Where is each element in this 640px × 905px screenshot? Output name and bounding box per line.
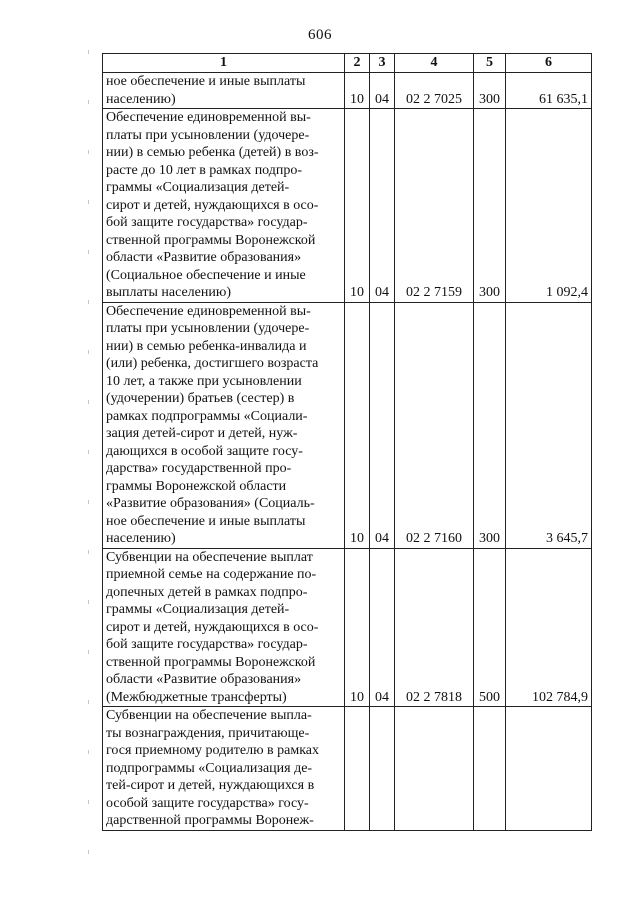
target-article-code: 02 2 7160 — [395, 302, 474, 548]
subsection-code: 04 — [370, 548, 395, 707]
section-code: 10 — [345, 548, 370, 707]
amount-value — [506, 707, 592, 831]
table-row — [103, 707, 592, 831]
amount-value: 3 645,7 — [506, 302, 592, 548]
amount-value: 102 784,9 — [506, 548, 592, 707]
section-code: 10 — [345, 109, 370, 303]
page-number: 606 — [308, 27, 332, 43]
row-description: Субвенции на обеспечение выплат приемной семье на содержание по- допечных детей в рамках подпро- граммы «Социализация детей- сирот и детей, нуждающихся в осо- бой защите государства» государ- ственной программы Воронежской области «Развитие образования» (Межбюджетные трансферты) — [103, 548, 345, 707]
section-code: 10 — [345, 302, 370, 548]
header-col-6: 6 — [506, 54, 592, 73]
target-article-code: 02 2 7025 — [395, 73, 474, 109]
table-row — [103, 73, 592, 109]
header-col-5: 5 — [474, 54, 506, 73]
section-code: 10 — [345, 73, 370, 109]
margin-punch-dots — [88, 40, 89, 885]
subsection-code: 04 — [370, 109, 395, 303]
subsection-code: 04 — [370, 302, 395, 548]
header-col-1: 1 — [103, 54, 345, 73]
target-article-code: 02 2 7818 — [395, 548, 474, 707]
table-row — [103, 302, 592, 548]
row-description: Субвенции на обеспечение выпла- ты вознаграждения, причитающе- гося приемному родителю в рамках подпрограммы «Социализация де- тей-сирот и детей, нуждающихся в особой защите государства» госу- дарственной программы Воронеж- — [103, 707, 345, 831]
subsection-code: 04 — [370, 73, 395, 109]
section-code — [345, 707, 370, 831]
target-article-code: 02 2 7159 — [395, 109, 474, 303]
amount-value: 61 635,1 — [506, 73, 592, 109]
expense-type-code: 300 — [474, 109, 506, 303]
row-description: Обеспечение единовременной вы- платы при усыновлении (удочере- нии) в семью ребенка (детей) в воз- расте до 10 лет в рамках подпро- граммы «Социализация детей- сирот и детей, нуждающихся в осо- бой защите государства» государ- ственной программы Воронежской области «Развитие образования» (Социальное обеспечение и иные выплаты населению) — [103, 109, 345, 303]
expense-type-code: 300 — [474, 73, 506, 109]
row-description: ное обеспечение и иные выплаты населению) — [103, 73, 345, 109]
amount-value: 1 092,4 — [506, 109, 592, 303]
budget-table — [102, 53, 592, 831]
row-description: Обеспечение единовременной вы- платы при усыновлении (удочере- нии) в семью ребенка-инвалида и (или) ребенка, достигшего возраста 10 лет, а также при усыновлении (удочерении) братьев (сестер) в рамках подпрограммы «Социали- зация детей-сирот и детей, нуж- дающихся в особой защите госу- дарства» государственной про- граммы Воронежской области «Развитие образования» (Социаль- ное обеспечение и иные выплаты населению) — [103, 302, 345, 548]
header-col-2: 2 — [345, 54, 370, 73]
subsection-code — [370, 707, 395, 831]
table-row — [103, 109, 592, 303]
header-col-4: 4 — [395, 54, 474, 73]
expense-type-code — [474, 707, 506, 831]
header-col-3: 3 — [370, 54, 395, 73]
table-header-row — [103, 54, 592, 73]
expense-type-code: 500 — [474, 548, 506, 707]
target-article-code — [395, 707, 474, 831]
expense-type-code: 300 — [474, 302, 506, 548]
table-row — [103, 548, 592, 707]
